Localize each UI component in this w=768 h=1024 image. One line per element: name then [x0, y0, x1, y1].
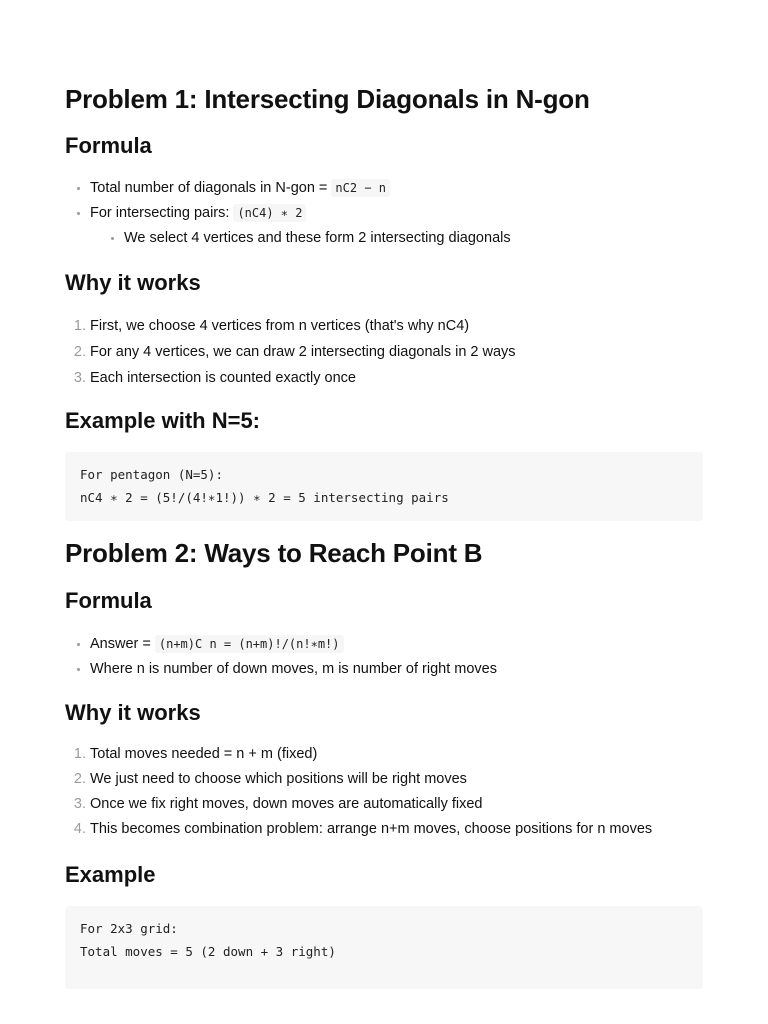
problem1-why-heading: Why it works [65, 270, 201, 295]
inline-code: (n+m)C n = (n+m)!/(n!∗m!) [155, 635, 344, 653]
problem2-code-block [65, 906, 703, 989]
problem1-formula-list [65, 176, 728, 251]
list-item: 2. For any 4 vertices, we can draw 2 intersecting diagonals in 2 ways [90, 339, 728, 365]
list-item: 3. Once we fix right moves, down moves are automatically fixed [90, 792, 728, 817]
list-item: • We select 4 vertices and these form 2 intersecting diagonals [124, 226, 728, 251]
list-item: 1. First, we choose 4 vertices from n vertices (that's why nC4) [90, 313, 728, 339]
list-item [90, 176, 728, 201]
code-line: For 2x3 grid: [80, 921, 178, 936]
code-line: For pentagon (N=5): [80, 467, 223, 482]
problem2-example-heading: Example [65, 862, 156, 887]
list-item: 2. We just need to choose which positions will be right moves [90, 767, 728, 792]
sub-list [90, 226, 728, 251]
problem1-why-list [65, 313, 728, 391]
list-item: 4. This becomes combination problem: arrange n+m moves, choose positions for n moves [90, 817, 728, 842]
problem1-example-heading: Example with N=5: [65, 408, 261, 433]
problem2-why-heading: Why it works [65, 700, 201, 725]
bullet-text: Total number of diagonals in N-gon = [90, 180, 332, 196]
list-item: 1. Total moves needed = n + m (fixed) [90, 742, 728, 767]
problem1-formula-heading: Formula [65, 133, 152, 158]
bullet-text: For intersecting pairs: [90, 205, 234, 221]
code-line: nC4 ∗ 2 = (5!/(4!∗1!)) ∗ 2 = 5 intersecting pairs [80, 490, 449, 505]
list-item: • Where n is number of down moves, m is number of right moves [90, 657, 728, 682]
problem2-title: Problem 2: Ways to Reach Point B [65, 538, 483, 568]
list-item [90, 632, 728, 657]
problem1-title: Problem 1: Intersecting Diagonals in N-gon [65, 84, 590, 114]
inline-code: (nC4) ∗ 2 [233, 204, 306, 222]
list-item [90, 201, 728, 251]
bullet-text: Answer = [90, 636, 155, 652]
problem2-why-list [65, 742, 728, 842]
list-item: 3. Each intersection is counted exactly once [90, 365, 728, 391]
problem1-code-block [65, 452, 703, 521]
inline-code: nC2 − n [331, 179, 390, 197]
code-line: Total moves = 5 (2 down + 3 right) [80, 944, 336, 959]
problem2-formula-heading: Formula [65, 588, 152, 613]
problem2-formula-list [65, 632, 728, 682]
